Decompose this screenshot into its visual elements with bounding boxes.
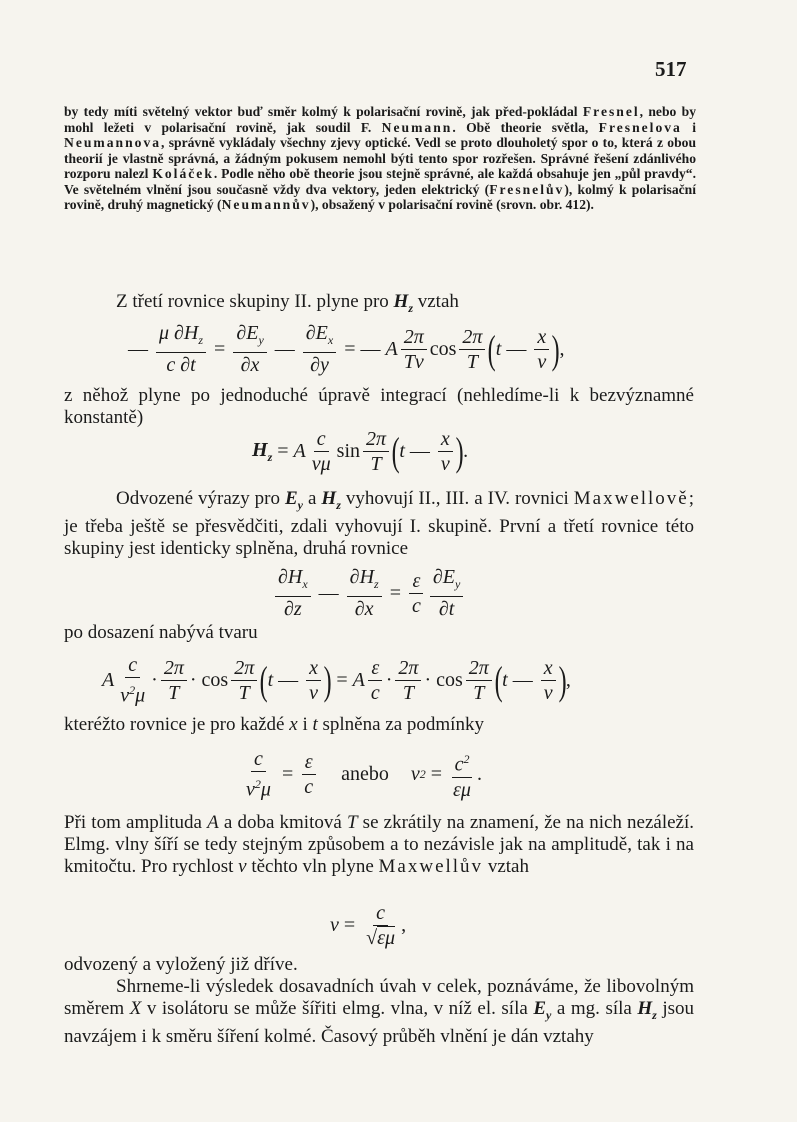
equation-6: v = $\frac{c}{√\varepsilon\mu}$ , [330, 902, 407, 949]
paragraph-3: Odvozené výrazy pro $E_y$ a $H_z$ vyhovují II., III. a IV. rovnici Maxwellově; je třeba ještě se přesvědčiti, zdali vyhovují I. skupině. První a třetí rovnice této skupiny jest identicky splněna, druhá rovnice [64, 488, 695, 559]
page-number: 517 [655, 57, 687, 81]
equation-1: — $\frac{\mu \partial H_z}{c \partial t}$ = $\frac{\partial E_y}{\partial x}$ — $\frac{\partial E_x}{\partial y}$ = — A $\frac{2\pi}{Tv}$ cos $\frac{2\pi}{T}$ ( t — $\frac{x}{v}$ ) , [128, 322, 565, 376]
equation-3: $\frac{\partial H_x}{\partial z}$ — $\frac{\partial H_z}{\partial x}$ = $\frac{\varepsilon}{c}$ $\frac{\partial E_y}{\partial t}$ [272, 566, 466, 620]
equation-4: A $\frac{c}{v^2\mu}$ · $\frac{2\pi}{T}$ · cos $\frac{2\pi}{T}$ ( t — $\frac{x}{v}$ ) = A $\frac{\varepsilon}{c}$ · $\frac{2\pi}{T}$ · cos $\frac{2\pi}{T}$ ( t — $\frac{x}{v}$ ) , [102, 654, 571, 707]
paragraph-8: Shrneme-li výsledek dosavadních úvah v celek, poznáváme, že libovolným směrem X v isolátoru se může šířiti elmg. vlna, v níž el. síla $E_y$ a mg. síla $H_z$ jsou navzájem i k směru šíření kolmé. Časový průběh vlnění je dán vztahy [64, 976, 695, 1047]
paragraph-4: po dosazení nabývá tvaru [64, 622, 258, 643]
equation-5: $\frac{c}{v^2\mu}$ = $\frac{\varepsilon}{c}$ anebo v 2 = $\frac{c^2}{\varepsilon\mu}$ . [246, 748, 482, 801]
equation-2: $H_z$ = A $\frac{c}{v\mu}$ sin $\frac{2\pi}{T}$ ( t — $\frac{x}{v}$ ) . [252, 428, 469, 475]
paragraph-6: Při tom amplituda A a doba kmitová T se zkrátily na znamení, že na nich nezáleží. Elmg. vlny šíří se tedy stejným způsobem a to nezávisle jak na amplitudě, tak i na kmitočtu. Pro rychlost v těchto vln plyne Maxwellův vztah [64, 812, 695, 877]
paragraph-7: odvozený a vyložený již dříve. [64, 954, 298, 975]
paragraph-2: z něhož plyne po jednoduché úpravě integrací (nehledíme-li k bezvýznamné konstantě) [64, 385, 694, 428]
intro-paragraph: by tedy míti světelný vektor buď směr kolmý k polarisační rovině, jak před-pokládal Fresnel, nebo by mohl ležeti v polarisační rovině, jak soudil F. Neumann. Obě theorie světla, Fresnelova i Neumannova, správně vykládaly všechny zjevy optické. Vedl se proto dlouholetý spor o to, která z obou theorií je vlastně správná, a žádným pokusem nemohl býti tento spor rozřešen. Správné řešení zdánlivého rozporu nalezl Koláček. Podle něho obě theorie jsou stejně správné, ale každá obsahuje jen „půl pravdy“. Ve světelném vlnění jsou současně vždy dva vektory, jeden elektrický (Fresnelův), kolmý k polarisační rovině, druhý magnetický (Neumannův), obsažený v polarisační rovině (srovn. obr. 412). [64, 104, 696, 212]
paragraph-5: kteréžto rovnice je pro každé x i t splněna za podmínky [64, 714, 484, 735]
paragraph-1: Z třetí rovnice skupiny II. plyne pro $H_z$ vztah [116, 291, 459, 315]
